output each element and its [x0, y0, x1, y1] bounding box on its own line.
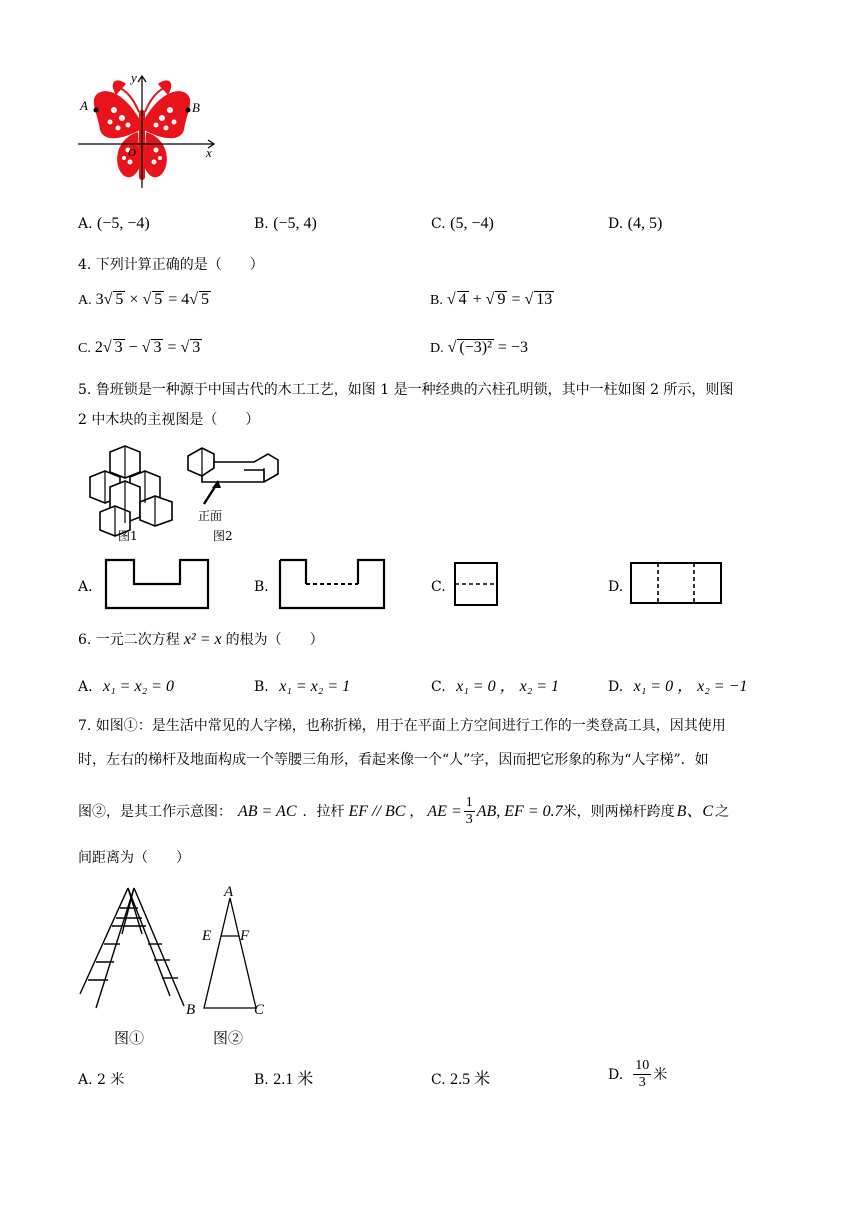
point-a: A — [224, 884, 234, 900]
q5-option-d-figure[interactable] — [630, 562, 722, 604]
q3-option-c[interactable]: C. (5, −4) — [431, 215, 494, 232]
point-a-label: A — [80, 98, 88, 113]
q4-option-a[interactable]: A. 3√ 5 × √ 5 = 4√ 5 — [78, 291, 210, 308]
q5-option-c-figure[interactable] — [454, 562, 498, 606]
q5-option-c-letter[interactable]: C. — [431, 579, 446, 595]
front-direction-label: 正面 — [198, 509, 223, 523]
q5-option-a-letter[interactable]: A. — [78, 579, 93, 595]
q7-line2: 时，左右的梯杆及地面构成一个等腰三角形，看起来像一个“人”字，因而把它形象的称为“人字梯”．如 — [78, 752, 709, 768]
q3-option-d[interactable]: D. (4, 5) — [608, 215, 663, 232]
triangle-figure-2-label: 图② — [213, 1029, 244, 1047]
y-axis-label: y — [131, 70, 137, 85]
point-e: E — [202, 928, 212, 944]
point-f: F — [240, 928, 250, 944]
q4-option-b[interactable]: B. √ 4 + √ 9 = √ 13 — [430, 291, 553, 308]
triangle-figure — [196, 890, 276, 1020]
q5-option-b-letter[interactable]: B. — [254, 579, 269, 595]
figure-1-label: 图1 — [118, 529, 138, 543]
q7-option-c[interactable]: C. 2.5 米 — [431, 1071, 491, 1088]
ladder-figure-1-label: 图① — [114, 1029, 145, 1047]
q4-option-d[interactable]: D. √ (−3)² = −3 — [430, 339, 528, 356]
q6-option-c[interactable]: C. x₁ = 0 ， x₂ = 1 — [431, 678, 560, 695]
ladder-figure — [76, 884, 188, 1014]
q7-line4: 间距离为（ ） — [78, 850, 190, 866]
q6-stem: 6. 一元二次方程 x² = x 的根为（ ） — [78, 631, 324, 648]
q7-line3: 图②，是其工作示意图： AB = AC ．拉杆 EF // BC ， AE = $\frac{1}{3}$ AB, EF = 0.7 米，则两梯杆跨度 B、C 之 — [78, 795, 730, 827]
q3-option-a[interactable]: A. (−5, −4) — [78, 215, 150, 232]
q7-fraction: $\frac{1}{3}$ — [465, 795, 473, 827]
q7-option-b[interactable]: B. 2.1 米 — [254, 1071, 314, 1088]
q7-line1: 7. 如图①：是生活中常见的人字梯，也称折梯，用于在平面上方空间进行工作的一类登高工具，因其使用 — [78, 718, 726, 734]
q3-option-b[interactable]: B. (−5, 4) — [254, 215, 317, 232]
origin-label: O — [128, 147, 136, 159]
q5-option-a-figure[interactable] — [104, 558, 210, 610]
point-b: B — [186, 1002, 196, 1018]
q4-stem: 4. 下列计算正确的是（ ） — [78, 257, 264, 273]
q4-option-c[interactable]: C. 2√ 3 − √ 3 = √ 3 — [78, 339, 201, 356]
q5-option-b-figure[interactable] — [278, 558, 386, 610]
q5-option-d-letter[interactable]: D. — [608, 579, 624, 595]
x-axis-label: x — [206, 145, 212, 160]
q6-option-a[interactable]: A. x₁ = x₂ = 0 — [78, 678, 174, 695]
point-c: C — [254, 1002, 265, 1018]
q7-option-a[interactable]: A. 2 米 — [78, 1072, 125, 1088]
q5-stem-line2: 2 中木块的主视图是（ ） — [78, 412, 260, 428]
q7-option-d[interactable]: D. $\frac{10}{3}$ 米 — [608, 1058, 668, 1090]
q5-stem-line1: 5. 鲁班锁是一种源于中国古代的木工工艺，如图 1 是一种经典的六柱孔明锁，其中一柱如图 2 所示，则图 — [78, 382, 734, 398]
figure-2-label: 图2 — [213, 529, 233, 543]
q6-option-b[interactable]: B. x₁ = x₂ = 1 — [254, 678, 351, 695]
luban-lock-figure-1 — [80, 442, 180, 537]
q6-option-d[interactable]: D. x₁ = 0 ， x₂ = −1 — [608, 678, 748, 695]
point-b-label: B — [192, 100, 200, 115]
butterfly-figure — [76, 70, 226, 190]
